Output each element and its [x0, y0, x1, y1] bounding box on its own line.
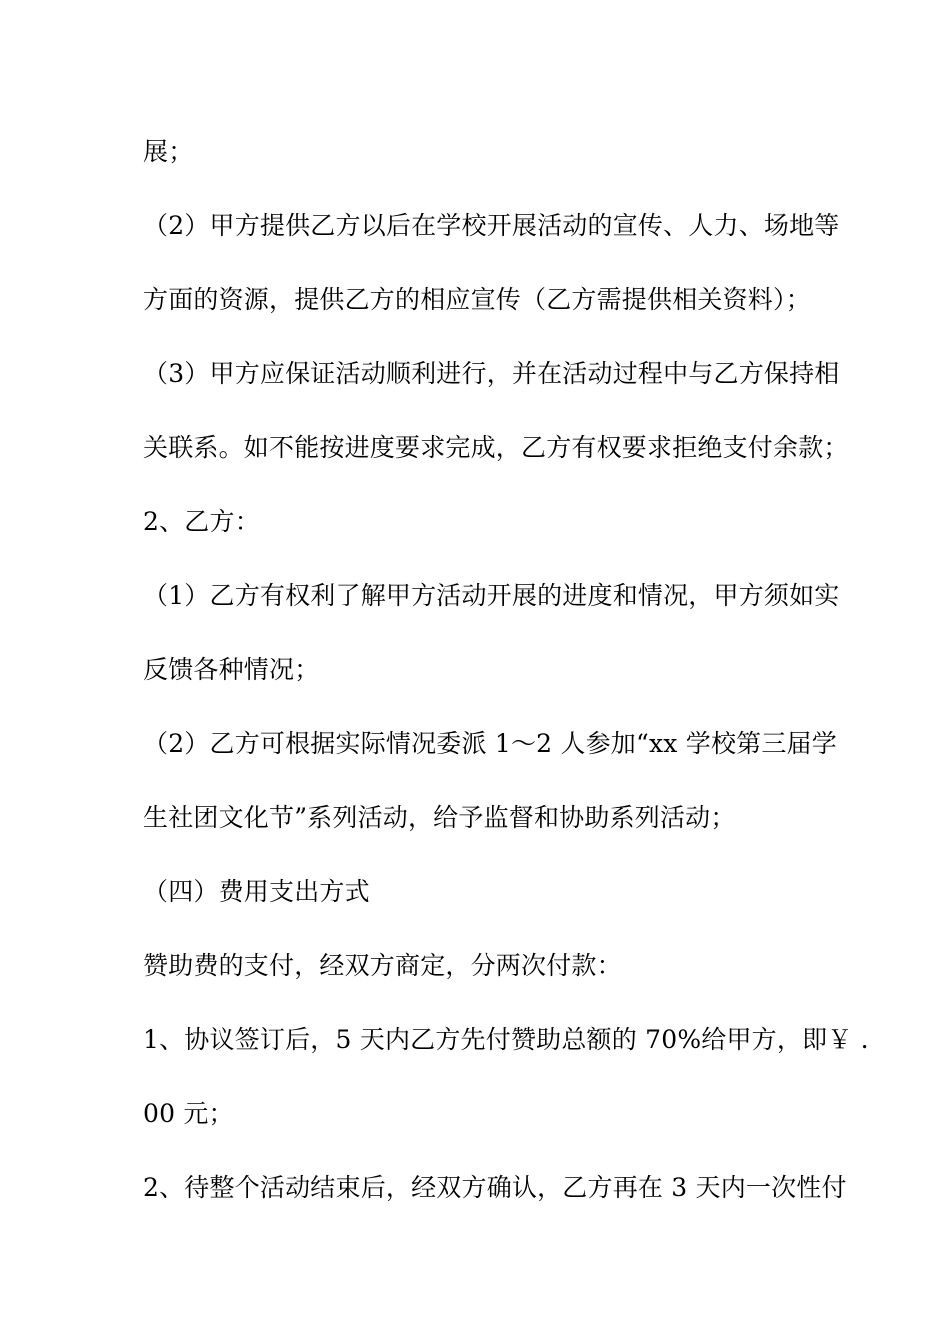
text-line: （2）乙方可根据实际情况委派 1～2 人参加“xx 学校第三届学: [143, 729, 837, 758]
text-line: 反馈各种情况；: [143, 655, 320, 684]
section-heading: 2、乙方：: [143, 507, 260, 536]
text-line: （3）甲方应保证活动顺利进行，并在活动过程中与乙方保持相: [143, 359, 840, 388]
text-line: （1）乙方有权利了解甲方活动开展的进度和情况，甲方须如实: [143, 581, 840, 610]
text-line: 00 元；: [143, 1099, 234, 1128]
text-line: 2、待整个活动结束后，经双方确认，乙方再在 3 天内一次性付: [143, 1173, 847, 1202]
section-heading: （四）费用支出方式: [143, 877, 370, 906]
text-line: 方面的资源，提供乙方的相应宣传（乙方需提供相关资料）；: [143, 285, 811, 314]
text-line: 生社团文化节”系列活动，给予监督和协助系列活动；: [143, 803, 736, 832]
text-line: 赞助费的支付，经双方商定，分两次付款：: [143, 951, 622, 980]
text-line: 关联系。如不能按进度要求完成，乙方有权要求拒绝支付余款；: [143, 433, 849, 462]
text-line: （2）甲方提供乙方以后在学校开展活动的宣传、人力、场地等: [143, 211, 840, 240]
text-line: 1、协议签订后，5 天内乙方先付赞助总额的 70%给甲方，即￥ .: [143, 1025, 869, 1054]
text-line: 展；: [143, 137, 194, 166]
